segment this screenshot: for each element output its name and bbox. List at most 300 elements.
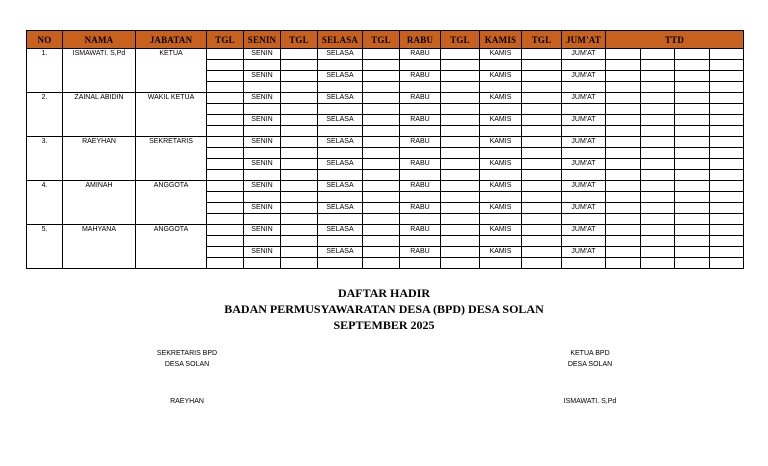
day-senin-label: SENIN (244, 137, 281, 148)
signature-cell[interactable] (710, 60, 744, 71)
signature-cell[interactable] (675, 137, 710, 148)
date-cell[interactable] (522, 203, 562, 214)
date-cell[interactable] (281, 126, 318, 137)
day-kamis-label: KAMIS (480, 203, 522, 214)
date-cell[interactable] (522, 60, 562, 71)
signature-cell[interactable] (675, 49, 710, 60)
date-cell[interactable] (441, 126, 480, 137)
date-cell[interactable] (207, 247, 244, 258)
date-cell[interactable] (207, 159, 244, 170)
signature-cell[interactable] (641, 247, 675, 258)
header-tgl: TGL (207, 31, 244, 49)
header-jumat: JUM'AT (562, 31, 606, 49)
date-cell[interactable] (281, 192, 318, 203)
day-jumat-label: JUM'AT (562, 203, 606, 214)
day-jumat-cell (562, 258, 606, 269)
date-cell[interactable] (522, 247, 562, 258)
signature-cell[interactable] (710, 115, 744, 126)
header-rabu: RABU (400, 31, 441, 49)
day-rabu-cell (400, 192, 441, 203)
date-cell[interactable] (281, 93, 318, 104)
date-cell[interactable] (281, 236, 318, 247)
signature-cell[interactable] (641, 225, 675, 236)
date-cell[interactable] (281, 148, 318, 159)
signature-cell[interactable] (606, 258, 641, 269)
date-cell[interactable] (363, 258, 400, 269)
signature-cell[interactable] (606, 225, 641, 236)
signature-cell[interactable] (710, 137, 744, 148)
day-selasa-label: SELASA (318, 181, 363, 192)
signature-cell[interactable] (606, 126, 641, 137)
date-cell[interactable] (363, 170, 400, 181)
member-name: MAHYANA (63, 225, 136, 269)
date-cell[interactable] (281, 71, 318, 82)
day-jumat-cell (562, 104, 606, 115)
signature-cell[interactable] (641, 192, 675, 203)
document-subtitle: BADAN PERMUSYAWARATAN DESA (BPD) DESA SOLAN (224, 302, 544, 316)
day-senin-label: SENIN (244, 203, 281, 214)
day-kamis-label: KAMIS (480, 93, 522, 104)
date-cell[interactable] (441, 93, 480, 104)
day-senin-cell (244, 82, 281, 93)
member-no: 2. (27, 93, 63, 137)
day-jumat-cell (562, 192, 606, 203)
day-kamis-cell (480, 214, 522, 225)
date-cell[interactable] (441, 137, 480, 148)
date-cell[interactable] (441, 148, 480, 159)
date-cell[interactable] (207, 148, 244, 159)
day-jumat-cell (562, 60, 606, 71)
date-cell[interactable] (522, 49, 562, 60)
date-cell[interactable] (441, 214, 480, 225)
day-selasa-label: SELASA (318, 159, 363, 170)
signature-right-name: ISMAWATI. S,Pd (563, 398, 617, 405)
signature-cell[interactable] (606, 82, 641, 93)
date-cell[interactable] (363, 247, 400, 258)
date-cell[interactable] (441, 247, 480, 258)
date-cell[interactable] (522, 104, 562, 115)
table-row (27, 225, 744, 236)
day-jumat-label: JUM'AT (562, 225, 606, 236)
day-senin-cell (244, 126, 281, 137)
signature-cell[interactable] (641, 82, 675, 93)
date-cell[interactable] (441, 104, 480, 115)
signature-cell[interactable] (606, 214, 641, 225)
signature-cell[interactable] (710, 192, 744, 203)
date-cell[interactable] (207, 93, 244, 104)
signature-cell[interactable] (675, 93, 710, 104)
day-rabu-label: RABU (400, 225, 441, 236)
day-senin-cell (244, 214, 281, 225)
day-jumat-label: JUM'AT (562, 71, 606, 82)
date-cell[interactable] (281, 137, 318, 148)
day-selasa-label: SELASA (318, 247, 363, 258)
date-cell[interactable] (363, 192, 400, 203)
signature-cell[interactable] (606, 104, 641, 115)
date-cell[interactable] (207, 236, 244, 247)
date-cell[interactable] (363, 214, 400, 225)
day-kamis-cell (480, 148, 522, 159)
signature-cell[interactable] (710, 214, 744, 225)
signature-cell[interactable] (710, 104, 744, 115)
signature-cell[interactable] (675, 192, 710, 203)
header-nama: NAMA (63, 31, 136, 49)
day-senin-cell (244, 236, 281, 247)
signature-cell[interactable] (641, 148, 675, 159)
date-cell[interactable] (281, 258, 318, 269)
signature-cell[interactable] (675, 170, 710, 181)
date-cell[interactable] (441, 82, 480, 93)
day-rabu-cell (400, 148, 441, 159)
day-selasa-cell (318, 214, 363, 225)
member-no: 1. (27, 49, 63, 93)
date-cell[interactable] (281, 115, 318, 126)
date-cell[interactable] (281, 104, 318, 115)
day-kamis-label: KAMIS (480, 49, 522, 60)
date-cell[interactable] (522, 181, 562, 192)
date-cell[interactable] (281, 170, 318, 181)
member-position: ANGGOTA (136, 181, 207, 225)
day-selasa-cell (318, 104, 363, 115)
date-cell[interactable] (441, 71, 480, 82)
day-senin-label: SENIN (244, 115, 281, 126)
date-cell[interactable] (207, 126, 244, 137)
day-senin-label: SENIN (244, 71, 281, 82)
signature-cell[interactable] (710, 126, 744, 137)
signature-cell[interactable] (641, 126, 675, 137)
member-name: ZAINAL ABIDIN (63, 93, 136, 137)
date-cell[interactable] (207, 71, 244, 82)
signature-cell[interactable] (606, 148, 641, 159)
signature-cell[interactable] (641, 49, 675, 60)
day-kamis-cell (480, 82, 522, 93)
signature-cell[interactable] (675, 258, 710, 269)
day-jumat-cell (562, 236, 606, 247)
date-cell[interactable] (281, 214, 318, 225)
day-rabu-label: RABU (400, 247, 441, 258)
date-cell[interactable] (207, 104, 244, 115)
date-cell[interactable] (363, 236, 400, 247)
day-senin-cell (244, 60, 281, 71)
day-jumat-cell (562, 82, 606, 93)
member-position: ANGGOTA (136, 225, 207, 269)
date-cell[interactable] (207, 258, 244, 269)
day-kamis-label: KAMIS (480, 71, 522, 82)
day-jumat-label: JUM'AT (562, 49, 606, 60)
date-cell[interactable] (441, 115, 480, 126)
day-selasa-cell (318, 192, 363, 203)
date-cell[interactable] (363, 203, 400, 214)
signature-cell[interactable] (641, 60, 675, 71)
date-cell[interactable] (363, 104, 400, 115)
day-selasa-cell (318, 60, 363, 71)
signature-cell[interactable] (641, 93, 675, 104)
date-cell[interactable] (281, 181, 318, 192)
signature-cell[interactable] (710, 71, 744, 82)
date-cell[interactable] (281, 82, 318, 93)
signature-cell[interactable] (641, 115, 675, 126)
signature-cell[interactable] (606, 159, 641, 170)
signature-cell[interactable] (606, 137, 641, 148)
date-cell[interactable] (522, 115, 562, 126)
header-selasa: SELASA (318, 31, 363, 49)
signature-cell[interactable] (606, 71, 641, 82)
date-cell[interactable] (363, 71, 400, 82)
date-cell[interactable] (207, 115, 244, 126)
signature-cell[interactable] (606, 170, 641, 181)
signature-right-role: KETUA BPD (570, 350, 610, 357)
signature-cell[interactable] (641, 181, 675, 192)
day-selasa-label: SELASA (318, 203, 363, 214)
signature-cell[interactable] (641, 203, 675, 214)
day-senin-label: SENIN (244, 247, 281, 258)
date-cell[interactable] (522, 71, 562, 82)
day-jumat-cell (562, 170, 606, 181)
signature-cell[interactable] (710, 159, 744, 170)
date-cell[interactable] (441, 170, 480, 181)
date-cell[interactable] (441, 192, 480, 203)
day-kamis-cell (480, 192, 522, 203)
signature-left-role: SEKRETARIS BPD (156, 350, 218, 357)
signature-left-name: RAEYHAN (170, 398, 204, 405)
header-senin: SENIN (244, 31, 281, 49)
day-selasa-cell (318, 82, 363, 93)
header-kamis: KAMIS (480, 31, 522, 49)
day-jumat-label: JUM'AT (562, 159, 606, 170)
date-cell[interactable] (441, 49, 480, 60)
day-senin-cell (244, 104, 281, 115)
date-cell[interactable] (363, 49, 400, 60)
signature-cell[interactable] (641, 137, 675, 148)
signature-cell[interactable] (606, 203, 641, 214)
day-jumat-cell (562, 148, 606, 159)
signature-cell[interactable] (675, 60, 710, 71)
date-cell[interactable] (522, 214, 562, 225)
signature-cell[interactable] (675, 126, 710, 137)
date-cell[interactable] (522, 82, 562, 93)
signature-cell[interactable] (606, 247, 641, 258)
signature-right (540, 348, 640, 407)
date-cell[interactable] (363, 60, 400, 71)
member-position: WAKIL KETUA (136, 93, 207, 137)
day-jumat-label: JUM'AT (562, 181, 606, 192)
member-name: AMINAH (63, 181, 136, 225)
day-kamis-cell (480, 60, 522, 71)
date-cell[interactable] (207, 82, 244, 93)
signature-cell[interactable] (641, 236, 675, 247)
signature-cell[interactable] (675, 71, 710, 82)
date-cell[interactable] (281, 159, 318, 170)
date-cell[interactable] (522, 137, 562, 148)
signature-cell[interactable] (641, 159, 675, 170)
day-senin-cell (244, 170, 281, 181)
document-title: DAFTAR HADIR (337, 286, 431, 300)
date-cell[interactable] (522, 258, 562, 269)
date-cell[interactable] (281, 247, 318, 258)
day-rabu-cell (400, 258, 441, 269)
date-cell[interactable] (522, 148, 562, 159)
date-cell[interactable] (363, 181, 400, 192)
date-cell[interactable] (363, 137, 400, 148)
day-rabu-cell (400, 236, 441, 247)
date-cell[interactable] (522, 170, 562, 181)
date-cell[interactable] (441, 203, 480, 214)
signature-cell[interactable] (675, 203, 710, 214)
date-cell[interactable] (207, 137, 244, 148)
date-cell[interactable] (522, 126, 562, 137)
day-jumat-cell (562, 214, 606, 225)
signature-cell[interactable] (606, 236, 641, 247)
day-rabu-label: RABU (400, 159, 441, 170)
signature-cell[interactable] (606, 60, 641, 71)
date-cell[interactable] (441, 159, 480, 170)
date-cell[interactable] (441, 225, 480, 236)
signature-cell[interactable] (641, 170, 675, 181)
date-cell[interactable] (207, 203, 244, 214)
day-selasa-cell (318, 236, 363, 247)
header-ttd: TTD (606, 31, 744, 49)
date-cell[interactable] (363, 159, 400, 170)
date-cell[interactable] (363, 225, 400, 236)
signature-cell[interactable] (641, 214, 675, 225)
signature-cell[interactable] (606, 93, 641, 104)
signature-cell[interactable] (710, 49, 744, 60)
signature-cell[interactable] (675, 236, 710, 247)
date-cell[interactable] (363, 148, 400, 159)
date-cell[interactable] (207, 225, 244, 236)
signature-cell[interactable] (675, 247, 710, 258)
signature-cell[interactable] (710, 258, 744, 269)
date-cell[interactable] (441, 60, 480, 71)
signature-cell[interactable] (675, 148, 710, 159)
signature-cell[interactable] (641, 258, 675, 269)
day-jumat-label: JUM'AT (562, 93, 606, 104)
table-row (27, 93, 744, 104)
day-kamis-label: KAMIS (480, 247, 522, 258)
member-position: KETUA (136, 49, 207, 93)
day-rabu-label: RABU (400, 71, 441, 82)
date-cell[interactable] (207, 192, 244, 203)
signature-cell[interactable] (606, 192, 641, 203)
attendance-table (26, 30, 744, 269)
day-selasa-label: SELASA (318, 225, 363, 236)
signature-cell[interactable] (675, 104, 710, 115)
signature-left-org: DESA SOLAN (164, 361, 210, 368)
day-senin-cell (244, 192, 281, 203)
date-cell[interactable] (207, 49, 244, 60)
day-rabu-cell (400, 104, 441, 115)
header-row (27, 31, 744, 49)
day-selasa-label: SELASA (318, 137, 363, 148)
date-cell[interactable] (363, 115, 400, 126)
member-no: 4. (27, 181, 63, 225)
day-rabu-cell (400, 126, 441, 137)
date-cell[interactable] (363, 93, 400, 104)
date-cell[interactable] (522, 192, 562, 203)
signature-cell[interactable] (675, 82, 710, 93)
date-cell[interactable] (441, 181, 480, 192)
signature-cell[interactable] (641, 71, 675, 82)
date-cell[interactable] (363, 126, 400, 137)
date-cell[interactable] (441, 258, 480, 269)
date-cell[interactable] (522, 236, 562, 247)
signature-left (137, 348, 237, 407)
date-cell[interactable] (281, 49, 318, 60)
date-cell[interactable] (207, 60, 244, 71)
signature-cell[interactable] (710, 82, 744, 93)
day-rabu-label: RABU (400, 49, 441, 60)
document-period: SEPTEMBER 2025 (333, 318, 435, 332)
day-jumat-cell (562, 126, 606, 137)
day-kamis-cell (480, 236, 522, 247)
day-selasa-cell (318, 126, 363, 137)
date-cell[interactable] (281, 225, 318, 236)
date-cell[interactable] (522, 159, 562, 170)
signature-right-org: DESA SOLAN (567, 361, 613, 368)
signature-cell[interactable] (710, 225, 744, 236)
day-selasa-cell (318, 170, 363, 181)
signature-cell[interactable] (710, 170, 744, 181)
signature-cell[interactable] (710, 247, 744, 258)
signature-cell[interactable] (710, 236, 744, 247)
day-rabu-label: RABU (400, 203, 441, 214)
day-senin-label: SENIN (244, 49, 281, 60)
signature-cell[interactable] (675, 159, 710, 170)
signature-cell[interactable] (710, 181, 744, 192)
date-cell[interactable] (363, 82, 400, 93)
day-jumat-label: JUM'AT (562, 137, 606, 148)
date-cell[interactable] (522, 225, 562, 236)
day-kamis-cell (480, 258, 522, 269)
date-cell[interactable] (522, 93, 562, 104)
header-no: NO (27, 31, 63, 49)
day-rabu-label: RABU (400, 115, 441, 126)
day-selasa-cell (318, 258, 363, 269)
date-cell[interactable] (281, 60, 318, 71)
date-cell[interactable] (441, 236, 480, 247)
day-selasa-label: SELASA (318, 71, 363, 82)
signature-cell[interactable] (710, 203, 744, 214)
day-senin-label: SENIN (244, 225, 281, 236)
signature-cell[interactable] (606, 181, 641, 192)
signature-cell[interactable] (675, 181, 710, 192)
signature-cell[interactable] (606, 49, 641, 60)
header-tgl: TGL (441, 31, 480, 49)
signature-cell[interactable] (675, 225, 710, 236)
day-jumat-label: JUM'AT (562, 115, 606, 126)
day-kamis-label: KAMIS (480, 225, 522, 236)
day-kamis-cell (480, 170, 522, 181)
signature-cell[interactable] (710, 148, 744, 159)
day-senin-cell (244, 258, 281, 269)
signature-cell[interactable] (606, 115, 641, 126)
day-rabu-cell (400, 214, 441, 225)
day-kamis-cell (480, 104, 522, 115)
signature-cell[interactable] (641, 104, 675, 115)
day-kamis-label: KAMIS (480, 181, 522, 192)
signature-cell[interactable] (675, 214, 710, 225)
date-cell[interactable] (207, 170, 244, 181)
date-cell[interactable] (207, 214, 244, 225)
day-selasa-label: SELASA (318, 49, 363, 60)
day-senin-label: SENIN (244, 93, 281, 104)
table-row (27, 49, 744, 60)
date-cell[interactable] (207, 181, 244, 192)
day-rabu-cell (400, 170, 441, 181)
signature-cell[interactable] (710, 93, 744, 104)
signature-cell[interactable] (675, 115, 710, 126)
date-cell[interactable] (281, 203, 318, 214)
